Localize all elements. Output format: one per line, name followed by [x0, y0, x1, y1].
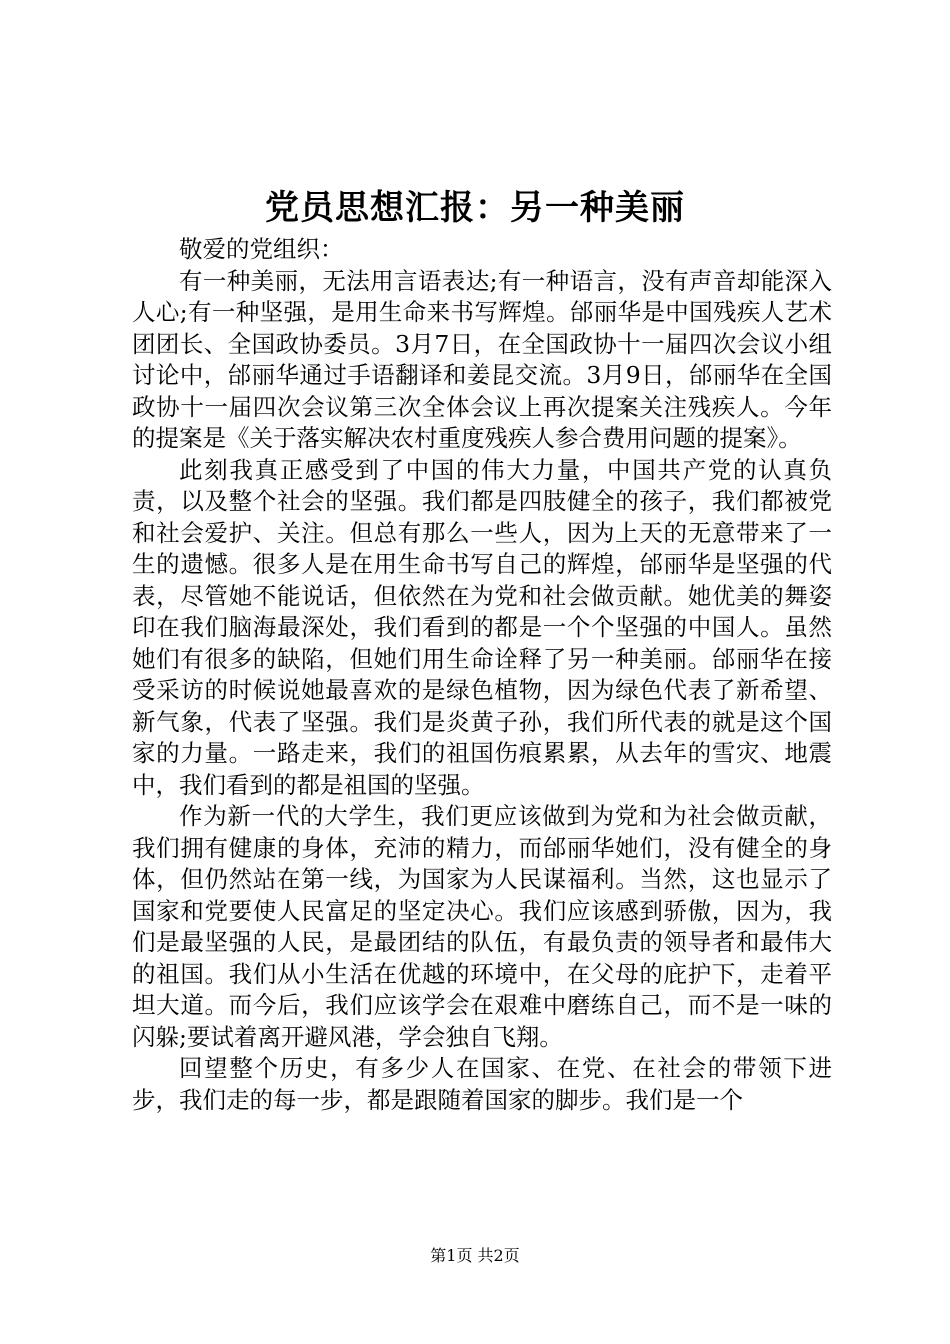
document-title: 党员思想汇报：另一种美丽 — [265, 188, 685, 228]
page-number-footer: 第1页 共2页 — [430, 1246, 520, 1265]
salutation: 敬爱的党组织： — [179, 235, 344, 263]
paragraph-1: 有一种美丽，无法用言语表达;有一种语言，没有声音却能深入人心;有一种坚强，是用生命来书写辉煌。邰丽华是中国残疾人艺术团团长、全国政协委员。3月7日，在全国政协十一届四次会议小组讨论中，邰丽华通过手语翻译和姜昆交流。3月9日，邰丽华在全国政协十一届四次会议第三次全体会议上再次提案关注残疾人。今年的提案是《关于落实解决农村重度残疾人参合费用问题的提案》。 — [132, 266, 832, 452]
paragraph-3: 作为新一代的大学生，我们更应该做到为党和为社会做贡献，我们拥有健康的身体，充沛的精力，而邰丽华她们，没有健全的身体，但仍然站在第一线，为国家为人民谋福利。当然，这也显示了国家和党要使人民富足的坚定决心。我们应该感到骄傲，因为，我们是最坚强的人民，是最团结的队伍，有最负责的领导者和最伟大的祖国。我们从小生活在优越的环境中，在父母的庇护下，走着平坦大道。而今后，我们应该学会在艰难中磨练自己，而不是一味的闪躲;要试着离开避风港，学会独自飞翔。 — [132, 802, 832, 1051]
paragraph-2: 此刻我真正感受到了中国的伟大力量，中国共产党的认真负责，以及整个社会的坚强。我们都是四肢健全的孩子，我们都被党和社会爱护、关注。但总有那么一些人，因为上天的无意带来了一生的遗憾。很多人是在用生命书写自己的辉煌，邰丽华是坚强的代表，尽管她不能说话，但依然在为党和社会做贡献。她优美的舞姿印在我们脑海最深处，我们看到的都是一个个坚强的中国人。虽然她们有很多的缺陷，但她们用生命诠释了另一种美丽。邰丽华在接受采访的时候说她最喜欢的是绿色植物，因为绿色代表了新希望、新气象，代表了坚强。我们是炎黄子孙，我们所代表的就是这个国家的力量。一路走来，我们的祖国伤痕累累，从去年的雪灾、地震中，我们看到的都是祖国的坚强。 — [132, 455, 832, 799]
document-body — [132, 234, 832, 1116]
paragraph-4: 回望整个历史，有多少人在国家、在党、在社会的带领下进步，我们走的每一步，都是跟随着国家的脚步。我们是一个 — [132, 1054, 832, 1114]
